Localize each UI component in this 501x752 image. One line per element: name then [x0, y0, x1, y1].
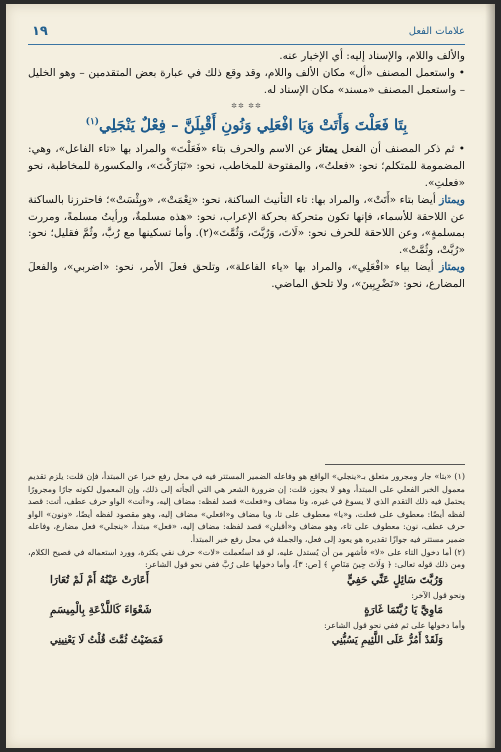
page-edge-shadow [485, 4, 495, 748]
paragraph-4-text: أيضا بتاء «أَتَتْ»، والمراد بها: تاء التأنيث الساكنة، نحو: «نِعْمَتْ»، «وبِئْسَتْ»؛ فاحترزنا بالساكنة عن اللاحقة للأسماء، فإنها تكون متحركة بحركة الإعراب، نحو: «هذه مسلمةٌ، ورأيتُ مسلمةً، ومررت بمسلمةٍ»، وعن اللاحقة للحرف نحو: «لَاتَ، وَرُبَّتَ، وَثُمَّتَ»(٢). وأما تسكينها مع رُبَّ، وثُمَّ فقليل؛ نحو: «رُبَّتْ، وثُمَّتْ». [28, 193, 465, 257]
header-rule [28, 44, 465, 45]
paragraph-2: • واستعمل المصنف «أل» مكان الألف واللام، وقد وقع ذلك في عبارة بعض المتقدمين – وهو الخليل – واستعمل المصنف «مسند» مكان الإسناد له. [28, 66, 465, 96]
page-number: ١٩ [32, 24, 48, 39]
paragraph-5 [28, 259, 465, 293]
poem-verse-2 [28, 604, 465, 616]
verse-note-ref: (١) [85, 117, 100, 128]
verse-3-second-hemistich: فَمَضَيْتُ ثُمَّتَ قُلْتُ لَا يَعْنِينِي [50, 634, 163, 646]
footnote-rule [325, 464, 465, 465]
main-text [28, 48, 465, 293]
verse-1-first-hemistich: وَرُبَّتَ سَائِلٍ عَنِّي حَفِيٍّ [347, 573, 443, 586]
footnote-2: (٢) أما دخول التاء على «لا» فأشهر من أن يُستدل عليه، لو قد استُعملت «لات» حرف نفي بكثرة، وورد استعماله في فصيح الكلام، ومن ذلك قوله تعالى: ﴿ وَلَاتَ حِينَ مَنَاصٍ ﴾ [ص: ٣]، وأما دخولها على رُبَّ ففي نحو قول الشاعر: [28, 546, 465, 570]
footnote-1: (١) «بتا» جار ومجرور متعلق بـ«ينجلي» الواقع هو وفاعله الضمير المستتر فيه في محل رفع خبرا عن المبتدأ، فإن قلت: يلزم تقديم معمول الخبر الفعلي على المبتدأ، وهو لا يجوز، قلت: إن ضرورة الشعر هي التي ألجأته إلى ذلك، وإن المعمول لكونه جارًا ومجرورًا يحتمل فيه ذلك التقدم الذي لا يسوغ في غيره، وتا مضاف و«فعلت» قصد لفظه: مضاف إليه، و«أتت» الواو حرف عطف، أتت: قصد لفظه أيضًا: معطوف على فعلت، و«يا» معطوف على تا، ويا مضاف و«افعلي» مضاف إليه، وهو مقصود لفظه أيضًا، «ونون» الواو حرف عطف، نون: معطوف على تاء، وهو مضاف و«أقبلن» قصد لفظه: مضاف إليه، «فعل» مبتدأ، «ينجلي» فعل مضارع، وفاعله ضمير مستتر فيه جوازًا تقديره هو يعود إلى فعل، والجملة في محل رفع خبر المبتدأ. [28, 471, 465, 544]
paragraph-5-text: أيضا بياء «افْعَلِي»، والمراد بها «ياء الفاعلة»، وتلحق فعلَ الأمر، نحو: «اضربي»، والفعلَ المضارع، نحو: «تَضْرِبِينَ»، ولا تلحق الماضي. [28, 260, 465, 290]
footnote-3: ونحو قول الآخر: [411, 589, 465, 600]
section-separator: ✲✲ ✲✲ [231, 102, 262, 111]
poem-verse-3 [28, 635, 465, 646]
footnote-4: وأما دخولها على ثم ففي نحو قول الشاعر: [323, 620, 465, 631]
paragraph-1: والألف واللام، والإسناد إليه: أي الإخبار عنه. [279, 50, 465, 62]
verse-2-first-hemistich: مَاوِيَّ يَا رُبَّتَمَا غَارَةٍ [364, 604, 443, 617]
poem-verse-1 [28, 574, 465, 586]
verse-1-second-hemistich: أَعَارَتْ عَيْنُهُ أَمْ لَمْ تُعَارَا [50, 573, 149, 586]
verse-3-first-hemistich: وَلَقَدْ أَمُرُّ عَلَى اللَّئِيمِ يَسُبُّنِي [331, 634, 443, 646]
page-header [28, 24, 465, 44]
keyword-yamtaz-2: ويمتاز [439, 193, 465, 206]
verse-heading [28, 112, 465, 135]
verse-2-second-hemistich: شَعْوَاءَ كَاللَّذْعَةِ بِالْمِيسَمِ [50, 604, 152, 617]
paragraph-3-text: عن الاسم والحرف بتاء «فَعَلْتَ» والمراد بها «تاء الفاعل»، وهي: المضمومة للمتكلم؛ نحو: «فعلتُ»، والمفتوحة للمخاطب، نحو: «تَبَارَكْتَ»، والمكسورة للمخاطبة، نحو «فعلتِ». [28, 143, 465, 189]
paragraph-4 [28, 192, 465, 259]
book-page [6, 4, 495, 748]
keyword-yamtaz-3: ويمتاز [439, 260, 465, 273]
keyword-yamtaz-1: يمتاز [316, 143, 338, 156]
footnotes [28, 470, 465, 649]
verse-text: بِتَا فَعَلْتَ وَأَتَتْ وَيَا افْعَلِي وَنُونِ أَقْبِلَنَّ – فِعْلٌ يَنْجَلِي [99, 116, 408, 135]
paragraph-3-lead: • ثم ذكر المصنف أن الفعل [341, 143, 465, 156]
running-head: علامات الفعل [408, 26, 465, 37]
paragraph-3 [28, 141, 465, 191]
